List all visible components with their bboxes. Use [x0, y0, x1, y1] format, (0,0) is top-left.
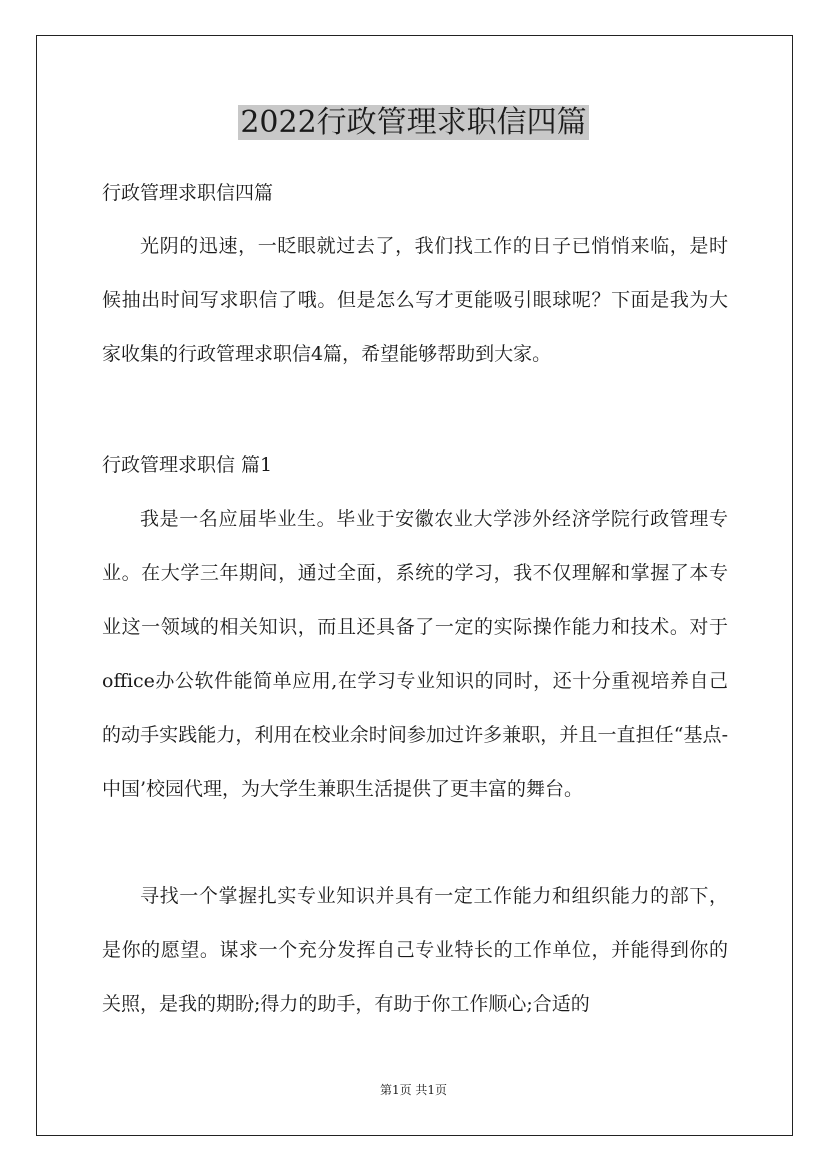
document-title [0, 103, 827, 143]
page-footer: 第1页 共1页 [379, 1083, 448, 1097]
body-paragraph-1: 我是一名应届毕业生。毕业于安徽农业大学涉外经济学院行政管理专业。在大学三年期间，通过全面，系统的学习，我不仅理解和掌握了本专业这一领域的相关知识，而且还具备了一定的实际操作能力和技术。对于office办公软件能简单应用,在学习专业知识的同时，还十分重视培养自己的动手实践能力，利用在校业余时间参加过许多兼职，并且一直担任“基点-中国’校园代理，为大学生兼职生活提供了更丰富的舞台。 [102, 508, 728, 800]
intro-paragraph: 光阴的迅速，一眨眼就过去了，我们找工作的日子已悄悄来临，是时候抽出时间写求职信了哦。但是怎么写才更能吸引眼球呢？下面是我为大家收集的行政管理求职信4篇，希望能够帮助到大家。 [102, 235, 728, 365]
section-heading: 行政管理求职信 篇1 [102, 454, 273, 476]
document-title-text: 2022行政管理求职信四篇 [240, 105, 587, 140]
document-subtitle: 行政管理求职信四篇 [102, 182, 274, 204]
body-paragraph-2: 寻找一个掌握扎实专业知识并具有一定工作能力和组织能力的部下，是你的愿望。谋求一个充分发挥自己专业特长的工作单位，并能得到你的关照，是我的期盼;得力的助手，有助于你工作顺心;合适的 [102, 885, 728, 1015]
